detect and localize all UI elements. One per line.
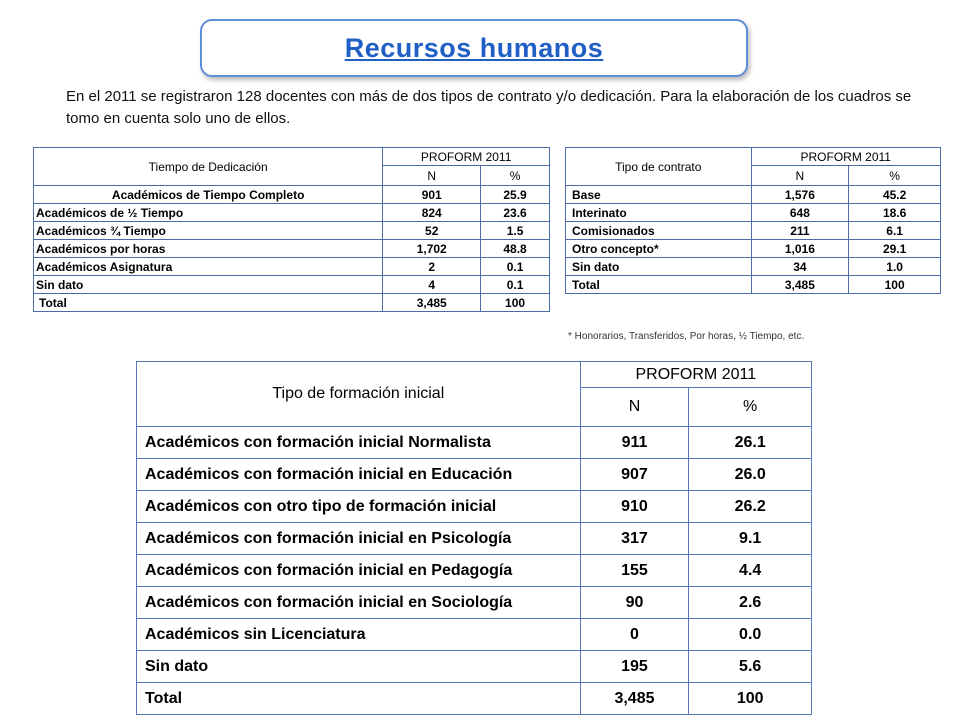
row-label: Académicos con otro tipo de formación inicial (137, 491, 581, 523)
row-label: Académicos con formación inicial en Sociología (137, 587, 581, 619)
table-row (137, 491, 812, 523)
formacion-group-header: PROFORM 2011 (580, 362, 811, 388)
row-n: 648 (751, 204, 849, 222)
row-n: 90 (580, 587, 689, 619)
formacion-pct-header: % (689, 388, 812, 427)
row-pct: 6.1 (849, 222, 941, 240)
intro-paragraph: En el 2011 se registraron 128 docentes con más de dos tipos de contrato y/o dedicación. Para la elaboración de los cuadros se tomo en cuenta solo uno de ellos. (66, 88, 912, 127)
row-label: Académicos de ½ Tiempo (34, 204, 383, 222)
row-n: 34 (751, 258, 849, 276)
table-row (137, 587, 812, 619)
table-row (137, 459, 812, 491)
contrato-pct-header: % (849, 166, 941, 186)
row-label: Académicos por horas (34, 240, 383, 258)
table-row (34, 186, 550, 204)
row-n: 3,485 (383, 294, 481, 312)
row-label: Académicos con formación inicial Normalista (137, 427, 581, 459)
row-pct: 2.6 (689, 587, 812, 619)
row-pct: 26.0 (689, 459, 812, 491)
row-n: 52 (383, 222, 481, 240)
row-label: Académicos con formación inicial en Psicología (137, 523, 581, 555)
contrato-col-header: Tipo de contrato (566, 148, 752, 186)
row-n: 155 (580, 555, 689, 587)
row-n: 3,485 (580, 683, 689, 715)
table-row (566, 222, 941, 240)
title-box (200, 19, 748, 77)
row-n: 3,485 (751, 276, 849, 294)
page-title-link[interactable]: Recursos humanos (344, 32, 604, 63)
row-pct: 45.2 (849, 186, 941, 204)
row-pct: 48.8 (481, 240, 550, 258)
contrato-n-header: N (751, 166, 849, 186)
row-pct: 100 (689, 683, 812, 715)
contrato-table (565, 147, 941, 294)
row-label: Sin dato (137, 651, 581, 683)
row-n: 907 (580, 459, 689, 491)
row-n: 901 (383, 186, 481, 204)
row-pct: 1.0 (849, 258, 941, 276)
row-pct: 4.4 (689, 555, 812, 587)
row-pct: 18.6 (849, 204, 941, 222)
table-row (34, 204, 550, 222)
row-pct: 9.1 (689, 523, 812, 555)
row-label: Académicos ¾ Tiempo (34, 222, 383, 240)
table-row (137, 651, 812, 683)
row-n: 911 (580, 427, 689, 459)
row-label: Interinato (566, 204, 752, 222)
row-pct: 29.1 (849, 240, 941, 258)
table-row (566, 240, 941, 258)
row-pct: 26.1 (689, 427, 812, 459)
row-pct: 100 (849, 276, 941, 294)
row-n: 910 (580, 491, 689, 523)
row-pct: 5.6 (689, 651, 812, 683)
table-row-total (566, 276, 941, 294)
table-row (137, 427, 812, 459)
row-label: Académicos con formación inicial en Pedagogía (137, 555, 581, 587)
table-row (137, 555, 812, 587)
dedicacion-pct-header: % (481, 166, 550, 186)
row-label: Académicos Asignatura (34, 258, 383, 276)
dedicacion-table (33, 147, 550, 312)
row-pct: 0.0 (689, 619, 812, 651)
row-pct: 1.5 (481, 222, 550, 240)
row-n: 1,016 (751, 240, 849, 258)
row-n: 317 (580, 523, 689, 555)
row-label: Sin dato (566, 258, 752, 276)
row-label: Académicos con formación inicial en Educación (137, 459, 581, 491)
dedicacion-col-header: Tiempo de Dedicación (34, 148, 383, 186)
row-n: 195 (580, 651, 689, 683)
formacion-n-header: N (580, 388, 689, 427)
row-n: 0 (580, 619, 689, 651)
row-label: Académicos de Tiempo Completo (34, 186, 383, 204)
row-n: 1,576 (751, 186, 849, 204)
row-pct: 0.1 (481, 276, 550, 294)
row-n: 211 (751, 222, 849, 240)
row-pct: 0.1 (481, 258, 550, 276)
row-n: 1,702 (383, 240, 481, 258)
table-row (34, 240, 550, 258)
dedicacion-group-header: PROFORM 2011 (383, 148, 550, 166)
contrato-group-header: PROFORM 2011 (751, 148, 940, 166)
formacion-col-header: Tipo de formación inicial (137, 362, 581, 427)
row-n: 2 (383, 258, 481, 276)
dedicacion-n-header: N (383, 166, 481, 186)
row-pct: 100 (481, 294, 550, 312)
row-label: Total (137, 683, 581, 715)
row-label: Sin dato (34, 276, 383, 294)
table-row (34, 258, 550, 276)
row-label: Total (566, 276, 752, 294)
row-label: Base (566, 186, 752, 204)
row-label: Otro concepto* (566, 240, 752, 258)
table-row (566, 186, 941, 204)
row-label: Académicos sin Licenciatura (137, 619, 581, 651)
row-n: 824 (383, 204, 481, 222)
table-row (34, 276, 550, 294)
row-pct: 26.2 (689, 491, 812, 523)
formacion-table (136, 361, 812, 715)
table-row (137, 619, 812, 651)
table-row (137, 523, 812, 555)
table-row (566, 258, 941, 276)
table-row-total (34, 294, 550, 312)
table-row-total (137, 683, 812, 715)
table-row (34, 222, 550, 240)
row-label: Comisionados (566, 222, 752, 240)
row-label: Total (34, 294, 383, 312)
table-row (566, 204, 941, 222)
row-pct: 25.9 (481, 186, 550, 204)
row-n: 4 (383, 276, 481, 294)
row-pct: 23.6 (481, 204, 550, 222)
contrato-footnote: * Honorarios, Transferidos, Por horas, ½ Tiempo, etc. (568, 331, 805, 342)
